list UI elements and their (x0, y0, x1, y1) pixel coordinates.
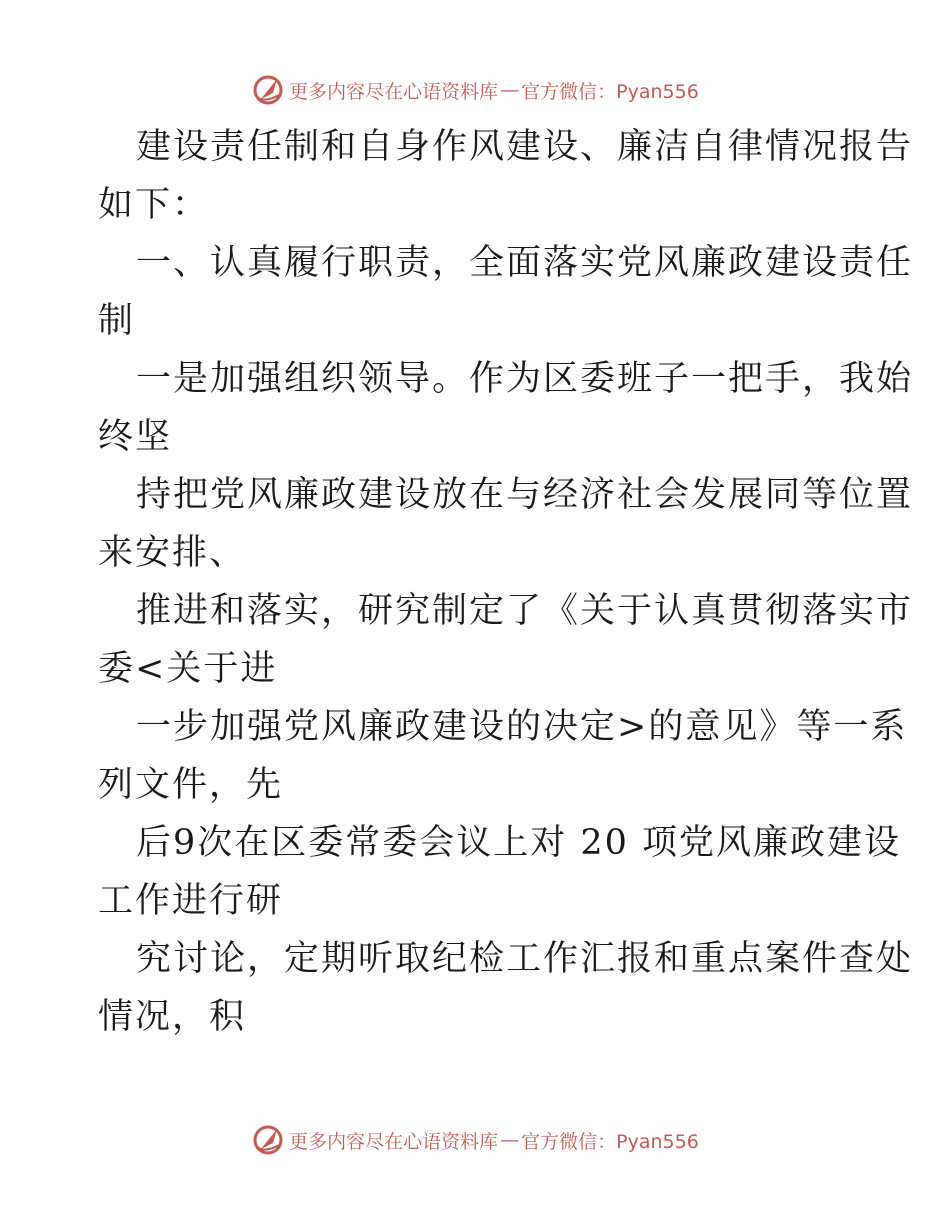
banner-site-text: 更多内容尽在心语资料库 (289, 1130, 499, 1153)
quill-logo-icon (251, 73, 285, 107)
banner-dash: — (500, 1129, 520, 1151)
header-banner (0, 70, 950, 110)
banner-wechat-text: 官方微信：Pyan556 (521, 1130, 699, 1153)
body-text-line: 一步加强党风廉政建设的决定>的意见》等一系 (136, 707, 908, 747)
body-text-line: 后9次在区委常委会议上对 20 项党风廉政建设 (136, 823, 902, 863)
body-text-line: 究讨论，定期听取纪检工作汇报和重点案件查处 (136, 939, 914, 979)
body-text-line: 列文件，先 (98, 765, 284, 805)
body-text-line: 一、认真履行职责，全面落实党风廉政建设责任 (136, 243, 914, 283)
document-body (98, 118, 914, 1046)
body-text-line: 来安排、 (98, 533, 247, 573)
body-text-line: 终坚 (98, 417, 173, 457)
body-text-line: 如下： (98, 185, 210, 225)
footer-banner (0, 1120, 950, 1160)
body-text-line: 委<关于进 (98, 649, 278, 689)
body-text-line: 一是加强组织领导。作为区委班子一把手，我始 (136, 359, 914, 399)
banner-site-text: 更多内容尽在心语资料库 (289, 80, 499, 103)
banner-wechat-text: 官方微信：Pyan556 (521, 80, 699, 103)
quill-logo-icon (251, 1123, 285, 1157)
body-text-line: 持把党风廉政建设放在与经济社会发展同等位置 (136, 475, 914, 515)
banner-dash: — (500, 79, 520, 101)
body-text-line: 制 (98, 301, 136, 341)
body-text-line: 工作进行研 (98, 881, 284, 921)
body-text-line: 情况，积 (98, 997, 247, 1037)
body-text-line: 建设责任制和自身作风建设、廉洁自律情况报告 (136, 127, 914, 167)
body-text-line: 推进和落实，研究制定了《关于认真贯彻落实市 (136, 591, 914, 631)
